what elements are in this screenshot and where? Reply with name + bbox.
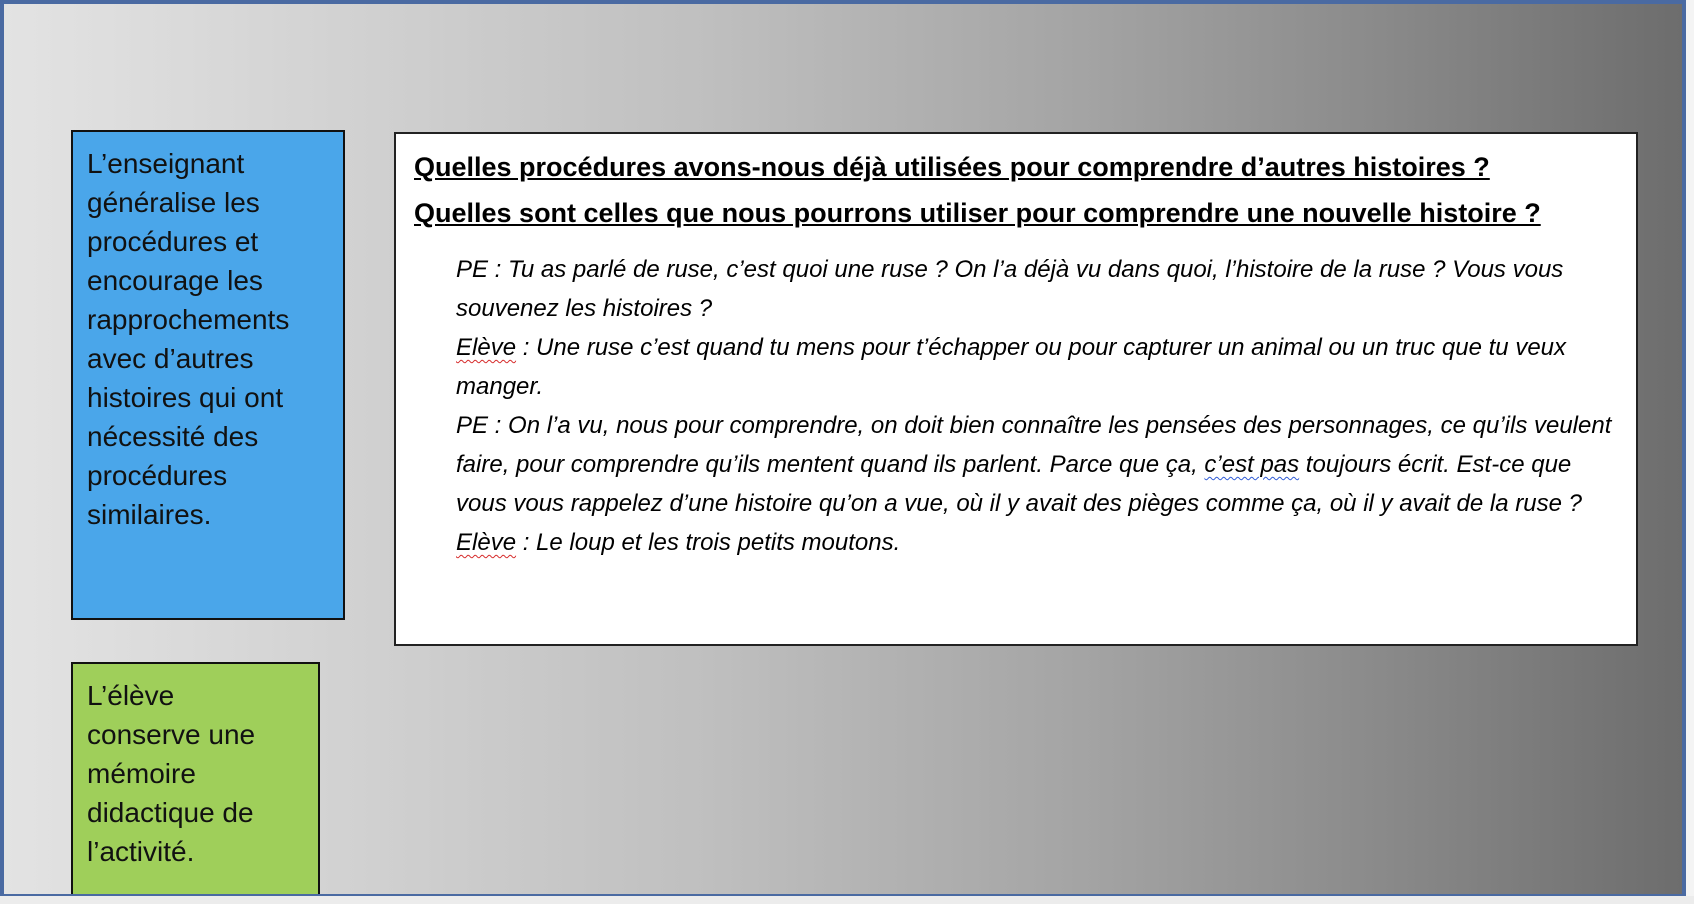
- dialogue-text-student-1: : Une ruse c’est quand tu mens pour t’échapper ou pour capturer un animal ou un truc que tu veux manger.: [456, 334, 1567, 400]
- grammar-flagged-text: c’est pas: [1204, 451, 1300, 478]
- teacher-role-box: [71, 130, 345, 620]
- dialogue-text-teacher-2b: toujours écrit. Est-ce que vous vous rappelez d’une histoire qu’on a vue, où il y avait des pièges comme ça, où il y avait de la ruse ?: [456, 451, 1582, 517]
- dialogue-line-teacher-1: PE : Tu as parlé de ruse, c’est quoi une ruse ? On l’a déjà vu dans quoi, l’histoire de la ruse ? Vous vous souvenez les histoires ?: [456, 256, 1564, 322]
- dialogue-line-student-1: [456, 328, 1616, 406]
- dialogue-panel: [394, 132, 1638, 646]
- question-2: Quelles sont celles que nous pourrons utiliser pour comprendre une nouvelle histoire ?: [414, 198, 1541, 228]
- dialogue-text-student-2: : Le loup et les trois petits moutons.: [516, 529, 901, 556]
- dialogue-line-teacher-2: [456, 406, 1616, 523]
- window-edge-bottom: [0, 896, 1694, 904]
- teacher-role-text: L’enseignant généralise les procédures et encourage les rapprochements avec d’autres histoires qui ont nécessité des procédures similaires.: [87, 148, 290, 530]
- window-edge-right: [1686, 0, 1694, 904]
- speaker-eleve-1: Elève: [456, 334, 517, 361]
- dialogue-transcript: [456, 250, 1616, 562]
- student-role-box: [71, 662, 320, 896]
- student-role-text: L’élève conserve une mémoire didactique de l’activité.: [87, 680, 256, 867]
- dialogue-line-student-2: [456, 523, 1616, 562]
- speaker-eleve-2: Elève: [456, 529, 517, 556]
- dialogue-text-teacher-2a: PE : On l’a vu, nous pour comprendre, on doit bien connaître les pensées des personnages, ce qu’ils veulent faire, pour comprendre qu’ils mentent quand ils parlent. Parce que ça,: [456, 412, 1612, 478]
- question-1: Quelles procédures avons-nous déjà utilisées pour comprendre d’autres histoires ?: [414, 152, 1490, 182]
